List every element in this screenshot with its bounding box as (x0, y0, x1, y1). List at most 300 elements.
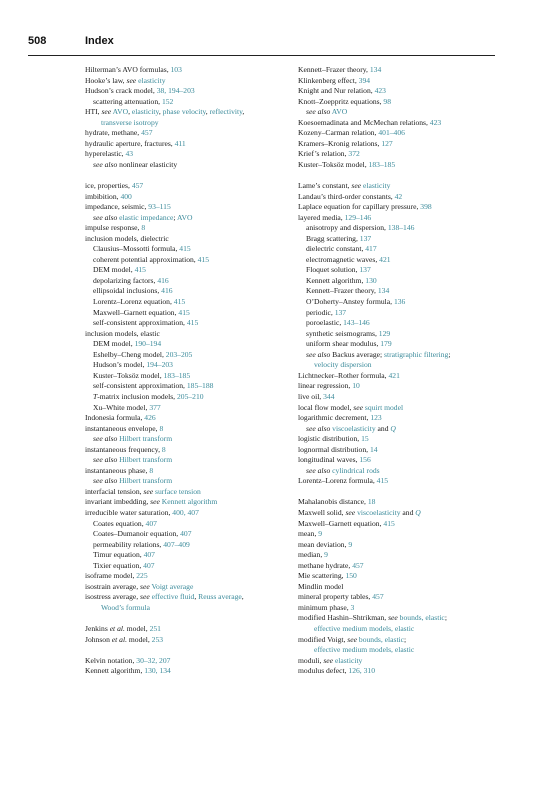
index-subentry (298, 329, 513, 340)
index-reference-link[interactable]: 127 (381, 138, 393, 148)
index-reference-link[interactable]: phase velocity (162, 107, 206, 117)
index-reference-link[interactable]: Wood’s formula (101, 602, 150, 612)
index-text: ; (444, 613, 447, 623)
index-reference-link[interactable]: 9 (324, 550, 328, 560)
index-continuation (85, 603, 300, 614)
index-reference-link[interactable]: 9 (318, 529, 323, 539)
index-reference-link[interactable]: 185–188 (186, 381, 214, 391)
index-entry (85, 128, 300, 139)
index-text: inclusion models, dielectric (85, 233, 169, 243)
index-spacer (85, 170, 300, 181)
index-subentry (298, 234, 513, 245)
index-reference-link[interactable]: 8 (141, 223, 146, 233)
index-entry (85, 139, 300, 150)
index-text: Backus average; (330, 349, 385, 359)
index-reference-link[interactable]: 129–146 (344, 212, 372, 222)
index-entry (85, 624, 300, 635)
index-text: instantaneous phase, (85, 465, 150, 475)
index-text: HTI, (85, 107, 102, 117)
index-reference-link[interactable]: 3 (350, 602, 355, 612)
index-entry (298, 613, 513, 624)
index-reference-link[interactable]: elastic impedance (119, 212, 174, 222)
index-text: modified Hashin–Shtrikman, (298, 613, 389, 623)
index-reference-link[interactable]: 415 (186, 318, 199, 328)
index-reference-link[interactable]: Reuss average (198, 592, 242, 602)
index-entry (298, 381, 513, 392)
index-continuation (298, 360, 513, 371)
index-entry (298, 76, 513, 87)
index-text: linear regression, (298, 381, 353, 391)
index-text: Knight and Nur relation, (298, 86, 375, 96)
index-reference-link[interactable]: transverse isotropy (101, 117, 159, 127)
index-reference-link[interactable]: reflectivity (209, 107, 243, 117)
index-subentry (85, 403, 300, 414)
index-text: see also (93, 212, 118, 222)
index-entry (298, 192, 513, 203)
index-entry (85, 234, 300, 245)
index-entry (298, 445, 513, 456)
index-reference-link[interactable]: 457 (131, 181, 144, 191)
index-reference-link[interactable]: viscoelasticity (357, 507, 401, 517)
index-reference-link[interactable]: 156 (359, 455, 371, 465)
index-text: imbibition, (85, 191, 121, 201)
index-text: ; (448, 349, 451, 359)
index-reference-link[interactable]: surface tension (155, 486, 201, 496)
index-reference-link[interactable]: cylindrical rods (332, 465, 380, 475)
index-reference-link[interactable]: 126, 310 (348, 666, 375, 676)
index-reference-link[interactable]: AVO (112, 107, 129, 117)
index-reference-link[interactable]: AVO (176, 212, 193, 222)
index-reference-link[interactable]: 10 (352, 381, 360, 391)
index-text: et al. (111, 634, 127, 644)
index-subentry (85, 561, 300, 572)
index-entry (85, 592, 300, 603)
index-text: Coates–Dumanoir equation, (93, 529, 181, 539)
index-text: inclusion models, elastic (85, 328, 160, 338)
index-reference-link[interactable]: Hilbert transform (119, 476, 173, 486)
index-reference-link[interactable]: AVO (331, 107, 348, 117)
index-reference-link[interactable]: 426 (144, 413, 156, 423)
index-text: DEM model, (93, 339, 135, 349)
index-entry (298, 666, 513, 677)
index-entry (85, 413, 300, 424)
index-text: Lorentz–Lorenz equation, (93, 297, 174, 307)
index-reference-link[interactable]: 93–115 (148, 202, 171, 212)
index-reference-link[interactable]: 143–146 (343, 318, 370, 328)
index-reference-link[interactable]: 14 (369, 444, 378, 454)
index-text: Kozeny–Carman relation, (298, 128, 379, 138)
index-reference-link[interactable]: Q (390, 423, 396, 433)
index-subentry (298, 350, 513, 361)
index-reference-link[interactable]: 134 (377, 286, 390, 296)
index-reference-link[interactable]: 134 (369, 65, 382, 74)
index-reference-link[interactable]: 30–32, 207 (136, 655, 171, 665)
index-reference-link[interactable]: 138–146 (387, 223, 415, 233)
page-header (28, 33, 495, 56)
index-text: hydrate, methane, (85, 128, 142, 138)
index-text: Lame’s constant, (298, 181, 352, 191)
index-reference-link[interactable]: Q (415, 507, 421, 517)
index-reference-link[interactable]: 415 (197, 254, 209, 264)
index-text: Kuster–Toksöz model, (93, 370, 164, 380)
index-reference-link[interactable]: 421 (379, 254, 391, 264)
index-entry (298, 97, 513, 108)
index-reference-link[interactable]: 407–409 (163, 539, 190, 549)
index-subentry (298, 223, 513, 234)
index-entry (298, 202, 513, 213)
index-text: Kennett algorithm, (85, 666, 145, 676)
index-reference-link[interactable]: 415 (178, 307, 190, 317)
index-subentry (85, 97, 300, 108)
index-reference-link[interactable]: Hilbert transform (119, 434, 173, 444)
index-entry (298, 371, 513, 382)
index-entry (85, 65, 300, 76)
index-reference-link[interactable]: 183–185 (368, 159, 396, 169)
index-subentry (85, 476, 300, 487)
index-text: Krief’s relation, (298, 149, 349, 159)
index-reference-link[interactable]: 137 (359, 265, 371, 275)
index-text: minimum phase, (298, 602, 351, 612)
index-reference-link[interactable]: effective medium models, elastic (314, 645, 415, 655)
index-reference-link[interactable]: velocity dispersion (314, 360, 372, 370)
index-entry (298, 508, 513, 519)
index-text: and (375, 423, 391, 433)
index-text: Coates equation, (93, 518, 146, 528)
index-reference-link[interactable]: 8 (149, 465, 154, 475)
index-text: Eshelby–Cheng model, (93, 349, 166, 359)
index-entry (298, 592, 513, 603)
index-text: see also (93, 159, 118, 169)
index-text: DEM model, (93, 265, 135, 275)
index-text: Koesoemadinata and McMechan relations, (298, 117, 430, 127)
index-reference-link[interactable]: 194–203 (146, 360, 173, 370)
index-reference-link[interactable]: 401–406 (378, 128, 405, 138)
index-text: irreducible water saturation, (85, 507, 173, 517)
index-text: anisotropy and dispersion, (306, 223, 388, 233)
index-text: Hooke’s law, (85, 75, 127, 85)
index-text: ; (173, 212, 177, 222)
index-subentry (85, 392, 300, 403)
index-text: logistic distribution, (298, 434, 362, 444)
index-reference-link[interactable]: 8 (161, 444, 166, 454)
index-reference-link[interactable]: Hilbert transform (119, 455, 173, 465)
index-reference-link[interactable]: 205–210 (176, 391, 204, 401)
index-text: Lorentz–Lorenz formula, (298, 476, 377, 486)
index-text: moduli, (298, 655, 324, 665)
index-subentry (85, 308, 300, 319)
index-entry (298, 540, 513, 551)
index-subentry (85, 540, 300, 551)
index-reference-link[interactable]: 152 (161, 96, 174, 106)
index-entry (85, 466, 300, 477)
index-reference-link[interactable]: 415 (179, 244, 191, 254)
index-spacer (85, 613, 300, 624)
index-reference-link[interactable]: 42 (394, 191, 403, 201)
index-text: interfacial tension, (85, 486, 144, 496)
index-subentry (85, 276, 300, 287)
index-reference-link[interactable]: 457 (141, 128, 153, 138)
index-text: instantaneous frequency, (85, 444, 162, 454)
index-reference-link[interactable]: 9 (348, 539, 353, 549)
index-text: Tixier equation, (93, 560, 144, 570)
index-subentry (85, 297, 300, 308)
index-spacer (85, 645, 300, 656)
index-reference-link[interactable]: 129 (378, 328, 391, 338)
index-text: Landau’s third-order constants, (298, 191, 395, 201)
index-reference-link[interactable]: 407 (180, 529, 192, 539)
index-subentry (85, 213, 300, 224)
index-text: self-consistent approximation, (93, 318, 187, 328)
index-text: modulus defect, (298, 666, 349, 676)
index-text: Hudson’s crack model, (85, 86, 157, 96)
index-text: see (101, 107, 112, 117)
index-text: Knott–Zoeppritz equations, (298, 96, 384, 106)
index-subentry (85, 434, 300, 445)
index-entry (298, 65, 513, 76)
index-reference-link[interactable]: 423 (374, 86, 386, 96)
index-text: see (150, 497, 160, 507)
index-entry (298, 149, 513, 160)
index-text: Klinkenberg effect, (298, 75, 359, 85)
index-entry (85, 192, 300, 203)
index-reference-link[interactable]: 407 (145, 518, 157, 528)
index-text: see also (93, 455, 118, 465)
index-entry (85, 181, 300, 192)
index-reference-link[interactable]: 137 (359, 233, 372, 243)
index-reference-link[interactable]: squirt model (364, 402, 404, 412)
index-reference-link[interactable]: 415 (134, 265, 146, 275)
index-text: Maxwell–Garnett equation, (298, 518, 384, 528)
index-reference-link[interactable]: 457 (372, 592, 384, 602)
index-reference-link[interactable]: stratigraphic filtering (384, 349, 449, 359)
index-subentry (298, 286, 513, 297)
index-reference-link[interactable]: 407 (143, 560, 155, 570)
index-text: periodic, (306, 307, 335, 317)
index-reference-link[interactable]: 137 (334, 307, 347, 317)
index-text: Kuster–Toksöz model, (298, 159, 369, 169)
index-text: Kennett algorithm, (306, 275, 366, 285)
index-text: Mindlin model (298, 581, 344, 591)
index-reference-link[interactable]: 415 (173, 297, 186, 307)
index-reference-link[interactable]: 130, 134 (144, 666, 171, 676)
index-reference-link[interactable]: 8 (159, 423, 164, 433)
index-text: Kramers–Kronig relations, (298, 138, 382, 148)
index-subentry (298, 308, 513, 319)
index-reference-link[interactable]: 15 (361, 434, 369, 444)
index-text: local flow model, (298, 402, 354, 412)
index-entry (298, 582, 513, 593)
index-subentry (298, 424, 513, 435)
index-reference-link[interactable]: 398 (420, 202, 432, 212)
index-text: Kelvin notation, (85, 655, 137, 665)
index-text: synthetic seismograms, (306, 328, 379, 338)
index-continuation (85, 118, 300, 129)
index-reference-link[interactable]: elasticity (138, 75, 166, 85)
index-reference-link[interactable]: 411 (174, 138, 186, 148)
index-reference-link[interactable]: 423 (429, 117, 442, 127)
index-reference-link[interactable]: 251 (149, 623, 161, 633)
index-entry (85, 329, 300, 340)
index-text: mean deviation, (298, 539, 349, 549)
index-subentry (298, 466, 513, 477)
index-text: poroelastic, (306, 318, 344, 328)
index-entry (298, 392, 513, 403)
index-entry (298, 519, 513, 530)
index-text: impedance, seismic, (85, 202, 149, 212)
index-entry (85, 508, 300, 519)
index-text: mean, (298, 529, 319, 539)
index-text: median, (298, 550, 325, 560)
index-subentry (85, 160, 300, 171)
index-entry (85, 107, 300, 118)
index-entry (85, 635, 300, 646)
index-reference-link[interactable]: elasticity (362, 181, 391, 191)
index-subentry (85, 286, 300, 297)
index-subentry (298, 297, 513, 308)
index-reference-link[interactable]: 417 (365, 244, 377, 254)
index-text: and (400, 507, 416, 517)
index-reference-link[interactable]: 457 (352, 560, 364, 570)
index-reference-link[interactable]: 123 (370, 413, 382, 423)
index-text: see (140, 581, 150, 591)
index-entry (85, 149, 300, 160)
index-reference-link[interactable]: elasticity (131, 107, 159, 117)
index-subentry (85, 339, 300, 350)
index-reference-link[interactable]: effective medium models, elastic (314, 623, 415, 633)
index-reference-link[interactable]: bounds, elastic (399, 613, 445, 623)
index-reference-link[interactable]: 400 (120, 191, 132, 201)
index-text: O’Doherty–Anstey formula, (306, 297, 394, 307)
index-subentry (85, 519, 300, 530)
index-entry (298, 656, 513, 667)
index-text: Indonesia formula, (85, 413, 145, 423)
index-spacer (298, 487, 513, 498)
index-text: electromagnetic waves, (306, 254, 380, 264)
index-reference-link[interactable]: 183–185 (163, 370, 191, 380)
index-text: see also (306, 107, 331, 117)
running-title: Index (85, 35, 114, 47)
index-reference-link[interactable]: 225 (136, 571, 148, 581)
index-subentry (85, 244, 300, 255)
index-text: see also (93, 476, 118, 486)
index-reference-link[interactable]: 407 (143, 550, 155, 560)
index-entry (298, 529, 513, 540)
index-entry (298, 497, 513, 508)
index-reference-link[interactable]: bounds, elastic (358, 634, 405, 644)
index-reference-link[interactable]: Kennett algorithm (161, 497, 218, 507)
index-text: Mie scattering, (298, 571, 346, 581)
index-text: Maxwell–Garnett equation, (93, 307, 179, 317)
index-entry (85, 86, 300, 97)
index-text: see also (306, 465, 331, 475)
index-text: ice, properties, (85, 181, 132, 191)
index-text: Johnson (85, 634, 112, 644)
index-reference-link[interactable]: 377 (149, 402, 161, 412)
index-reference-link[interactable]: 130 (365, 275, 377, 285)
index-subentry (85, 255, 300, 266)
index-text: self-consistent approximation, (93, 381, 187, 391)
index-reference-link[interactable]: 179 (380, 339, 392, 349)
index-text: see also (306, 423, 331, 433)
index-reference-link[interactable]: 416 (161, 286, 173, 296)
index-text: see (351, 181, 362, 191)
index-reference-link[interactable]: 38, 194–203 (156, 86, 195, 96)
index-text: uniform shear modulus, (306, 339, 381, 349)
index-reference-link[interactable]: 344 (323, 391, 335, 401)
index-reference-link[interactable]: 190–194 (134, 339, 162, 349)
index-reference-link[interactable]: 415 (376, 476, 389, 486)
index-entry (298, 561, 513, 572)
index-text: see (345, 507, 356, 517)
index-subentry (298, 276, 513, 287)
index-text: , (194, 592, 199, 602)
index-reference-link[interactable]: 43 (125, 149, 134, 159)
index-continuation (298, 624, 513, 635)
index-reference-link[interactable]: viscoelasticity (332, 423, 376, 433)
index-text: isostress average, (85, 592, 141, 602)
index-entry (298, 571, 513, 582)
index-reference-link[interactable]: 253 (151, 634, 164, 644)
index-reference-link[interactable]: 372 (348, 149, 360, 159)
index-reference-link[interactable]: 416 (157, 275, 169, 285)
index-text: invariant imbedding, (85, 497, 151, 507)
index-reference-link[interactable]: 18 (367, 497, 376, 507)
index-reference-link[interactable]: 394 (358, 75, 371, 85)
index-entry (298, 160, 513, 171)
index-subentry (298, 255, 513, 266)
index-text: depolarizing factors, (93, 275, 158, 285)
index-entry (85, 223, 300, 234)
index-subentry (85, 318, 300, 329)
index-text: instantaneous envelope, (85, 423, 160, 433)
index-column-right (298, 65, 513, 677)
index-entry (298, 434, 513, 445)
index-text: Laplace equation for capillary pressure, (298, 202, 421, 212)
index-text: , (242, 107, 245, 117)
index-entry (298, 86, 513, 97)
index-entry (298, 181, 513, 192)
index-entry (298, 128, 513, 139)
index-reference-link[interactable]: 203–205 (165, 349, 193, 359)
index-entry (298, 118, 513, 129)
index-reference-link[interactable]: 103 (170, 65, 182, 74)
index-subentry (85, 381, 300, 392)
index-text: layered media, (298, 212, 345, 222)
index-text: longitudinal waves, (298, 455, 360, 465)
index-reference-link[interactable]: 150 (345, 571, 357, 581)
index-entry (85, 76, 300, 87)
index-reference-link[interactable]: 421 (388, 370, 400, 380)
index-entry (85, 487, 300, 498)
index-entry (85, 424, 300, 435)
index-reference-link[interactable]: 400, 407 (172, 507, 199, 517)
index-text: Hilterman’s AVO formulas, (85, 65, 171, 74)
index-entry (85, 656, 300, 667)
index-subentry (298, 339, 513, 350)
index-reference-link[interactable]: elasticity (334, 655, 363, 665)
index-text: permeability relations, (93, 539, 164, 549)
index-text: impulse response, (85, 223, 142, 233)
index-reference-link[interactable]: 136 (393, 297, 406, 307)
index-text: -matrix inclusion models, (97, 391, 177, 401)
index-entry (85, 202, 300, 213)
index-reference-link[interactable]: effective fluid (151, 592, 195, 602)
index-reference-link[interactable]: Voigt average (151, 581, 194, 591)
index-text: see (143, 486, 154, 496)
index-reference-link[interactable]: 415 (383, 518, 395, 528)
index-subentry (298, 107, 513, 118)
index-reference-link[interactable]: 98 (383, 96, 392, 106)
